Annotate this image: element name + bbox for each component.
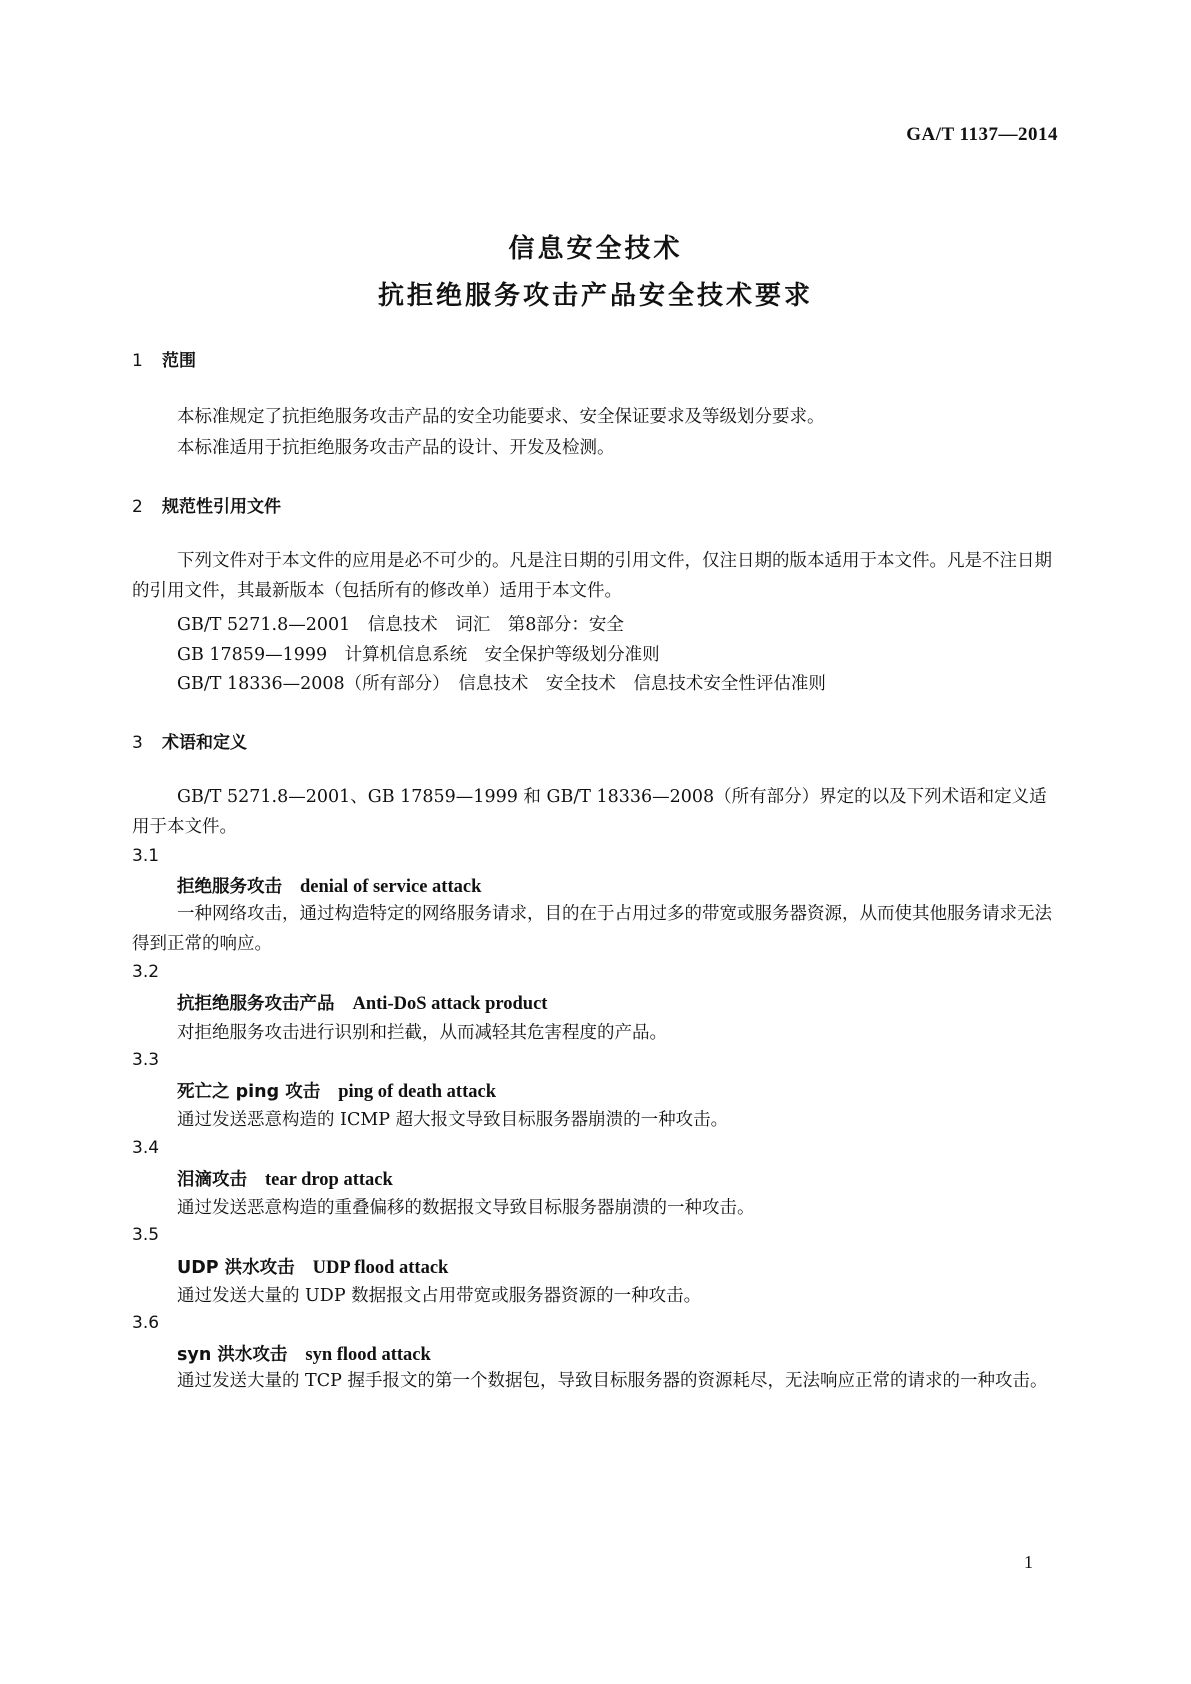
term-zh: 抗拒绝服务攻击产品 [177, 994, 335, 1014]
scope-paragraph-1: 本标准规定了抗拒绝服务攻击产品的安全功能要求、安全保证要求及等级划分要求。 [177, 407, 825, 427]
title-line-1: 信息安全技术 [508, 234, 683, 264]
page-number: 1 [1024, 1552, 1033, 1572]
term-en: tear drop attack [265, 1170, 393, 1190]
term-zh: 泪滴攻击 [177, 1170, 247, 1190]
term-title [177, 990, 547, 1015]
term-en: denial of service attack [300, 877, 482, 897]
term-number: 3.4 [132, 1138, 160, 1158]
scope-paragraph-2: 本标准适用于抗拒绝服务攻击产品的设计、开发及检测。 [177, 438, 615, 458]
term-en: UDP flood attack [312, 1258, 449, 1278]
term-definition: 通过发送恶意构造的 ICMP 超大报文导致目标服务器崩溃的一种攻击。 [177, 1110, 729, 1130]
term-definition: 通过发送大量的 TCP 握手报文的第一个数据包，导致目标服务器的资源耗尽，无法响应正常的请求的一种攻击。 [177, 1371, 1048, 1391]
section-2-heading [132, 492, 281, 517]
term-number: 3.6 [132, 1313, 160, 1333]
reference-item: GB/T 5271.8—2001 信息技术 词汇 第8部分：安全 [177, 615, 624, 635]
term-title [177, 1254, 448, 1279]
reference-item: GB/T 18336—2008（所有部分） 信息技术 安全技术 信息技术安全性评估准则 [177, 674, 826, 694]
document-code: GA/T 1137—2014 [906, 124, 1058, 145]
section-1-heading [132, 346, 196, 371]
section-title: 范围 [162, 351, 196, 371]
term-definition: 对拒绝服务攻击进行识别和拦截，从而减轻其危害程度的产品。 [177, 1023, 667, 1043]
term-en: syn flood attack [305, 1345, 431, 1365]
term-title [177, 1341, 431, 1366]
term-number: 3.3 [132, 1050, 160, 1070]
term-zh: UDP 洪水攻击 [177, 1258, 295, 1278]
term-title [177, 873, 481, 898]
section-number: 2 [132, 497, 143, 517]
term-definition: 通过发送恶意构造的重叠偏移的数据报文导致目标服务器崩溃的一种攻击。 [177, 1198, 755, 1218]
term-zh: syn 洪水攻击 [177, 1345, 288, 1365]
term-zh: 拒绝服务攻击 [177, 877, 282, 897]
section-3-heading [132, 728, 247, 753]
term-number: 3.2 [132, 962, 160, 982]
term-number: 3.5 [132, 1225, 160, 1245]
terms-intro: GB/T 5271.8—2001、GB 17859—1999 和 GB/T 18336—2008（所有部分）界定的以及下列术语和定义适用于本文件。 [132, 787, 1047, 837]
title-line-2: 抗拒绝服务攻击产品安全技术要求 [377, 281, 813, 311]
term-en: Anti-DoS attack product [352, 994, 548, 1014]
reference-item: GB 17859—1999 计算机信息系统 安全保护等级划分准则 [177, 645, 660, 665]
term-title [177, 1078, 496, 1103]
term-title [177, 1166, 393, 1191]
section-number: 1 [132, 351, 143, 371]
term-definition: 一种网络攻击，通过构造特定的网络服务请求，目的在于占用过多的带宽或服务器资源，从而使其他服务请求无法得到正常的响应。 [132, 904, 1052, 954]
section-title: 规范性引用文件 [162, 497, 281, 517]
references-intro: 下列文件对于本文件的应用是必不可少的。凡是注日期的引用文件，仅注日期的版本适用于本文件。凡是不注日期的引用文件，其最新版本（包括所有的修改单）适用于本文件。 [132, 551, 1052, 601]
term-number: 3.1 [132, 846, 160, 866]
term-definition: 通过发送大量的 UDP 数据报文占用带宽或服务器资源的一种攻击。 [177, 1286, 702, 1306]
section-title: 术语和定义 [162, 733, 247, 753]
section-number: 3 [132, 733, 143, 753]
term-en: ping of death attack [338, 1082, 496, 1102]
term-zh: 死亡之 ping 攻击 [177, 1082, 321, 1102]
